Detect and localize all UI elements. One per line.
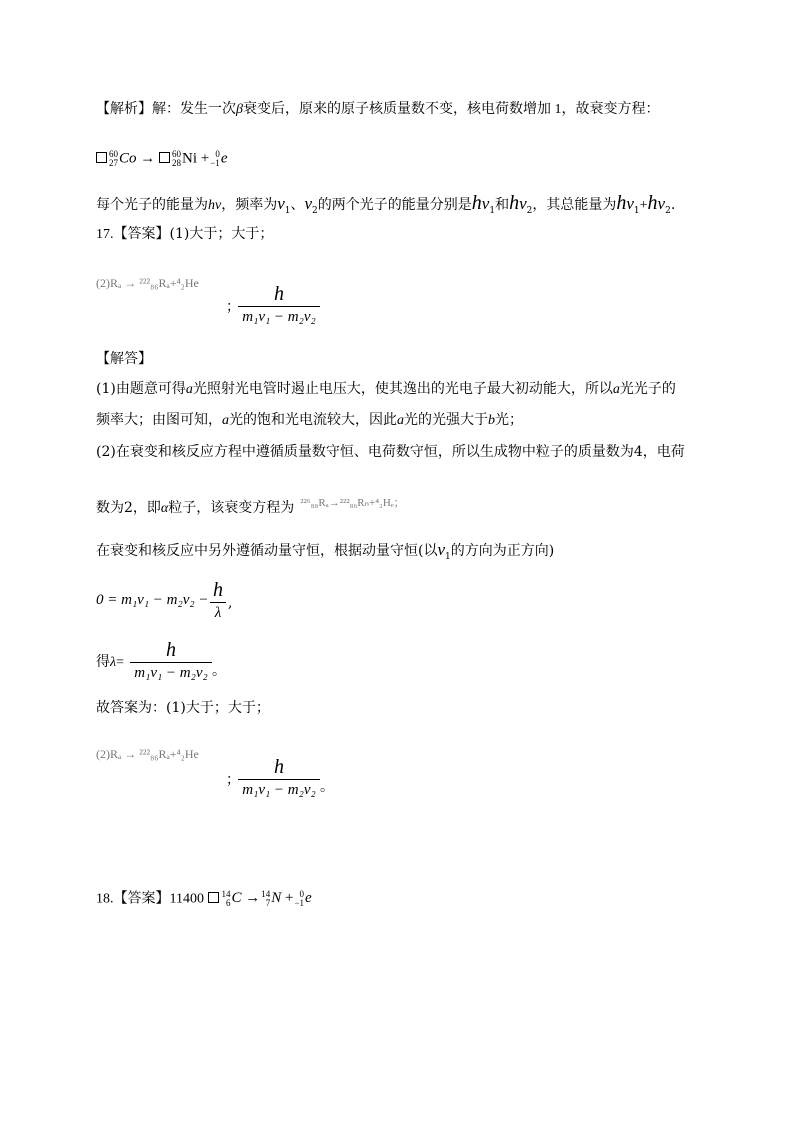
analysis-text: 衰变后，原来的原子核质量数不变，核电荷数增加 [242,101,551,117]
charge-increase: 1 [554,102,562,117]
solution-line-2: 频率大；由图可知，a光的饱和光电流较大，因此a光的光强大于b光； [96,412,523,428]
result-line: 得λ= [96,654,124,670]
decay-equation-image: (2)Rₐ → ²²²₈₆Rₐ+⁴₂He [96,276,199,290]
placeholder-box [208,892,219,903]
lambda-fraction: h m₁v₁ − m₂v₂ [130,640,212,681]
half-life-value: 11400 [169,891,204,907]
momentum-fraction: h λ [210,580,226,621]
momentum-equation: 0 = m₁v₁ − m₂v₂ − [96,592,209,608]
decay-equation-image-2: (2)Rₐ → ²²²₈₆Rₐ+⁴₂He [96,747,199,761]
answer-label: 【答案】 [113,890,170,907]
comma: , [228,595,233,611]
electron-symbol: e [220,150,228,167]
solution-line-4: 数为2，即α粒子，该衰变方程为 $^{^{226}_{88}R_a\to^{222}_{86}R_n+^4_2H_e;}$ [96,497,405,516]
cobalt-decay-equation: 60 27 Co → 60 28 Ni + 0 −1 e [96,150,227,168]
final-answer-line: 故答案为：(1)大于；大于； [96,700,270,716]
analysis-line [96,102,659,117]
placeholder-box [96,152,107,163]
nickel-symbol: Ni [182,150,198,167]
wavelength-fraction: h m₁v₁ − m₂v₂ [238,284,320,325]
wavelength-fraction-2: h m₁v₁ − m₂v₂ [238,757,320,798]
answer-text: 大于；大于； [189,226,274,242]
question-number: 18. [96,891,114,907]
period-2: 。 [320,779,334,795]
carbon-decay-equation: 14 6 C → 14 7 N + 0 −1 e [208,890,311,906]
solution-line-1: (1)由题意可得a光照射光电管时遏止电压大，使其逸出的光电子最大初动能大，所以a光光子的 [96,381,676,397]
answer-18 [96,890,312,908]
photon-energy-line: 每个光子的能量为hν，频率为$\nu_1$、$\nu_2$的两个光子的能量分别是$h\nu_1$和$h\nu_2$，其总能量为$h\nu_1+h\nu_2$. [96,192,676,216]
separator-2: ； [226,772,240,788]
solution-line-5: 在衰变和核反应中另外遵循动量守恒，根据动量守恒(以$\nu_1$的方向为正方向) [96,540,555,562]
separator: ； [226,299,240,315]
hv-symbol: hν [208,198,222,213]
analysis-tail: ，故衰变方程： [561,101,660,117]
placeholder-box [159,152,170,163]
solution-label: 【解答】 [96,351,152,367]
question-number: 17. [96,227,114,242]
answer-17: 17.【答案】(1)大于；大于； [96,226,274,242]
period: 。 [212,663,226,679]
arrow: → [140,150,156,167]
solution-line-3: (2)在衰变和核反应方程中遵循质量数守恒、电荷数守恒，所以生成物中粒子的质量数为4，电荷 [96,444,685,460]
analysis-head: 【解析】解：发生一次 [96,101,236,117]
beta-symbol: β [236,102,243,117]
answer-label: 【答案】 [113,226,170,242]
cobalt-symbol: Co [119,150,137,167]
